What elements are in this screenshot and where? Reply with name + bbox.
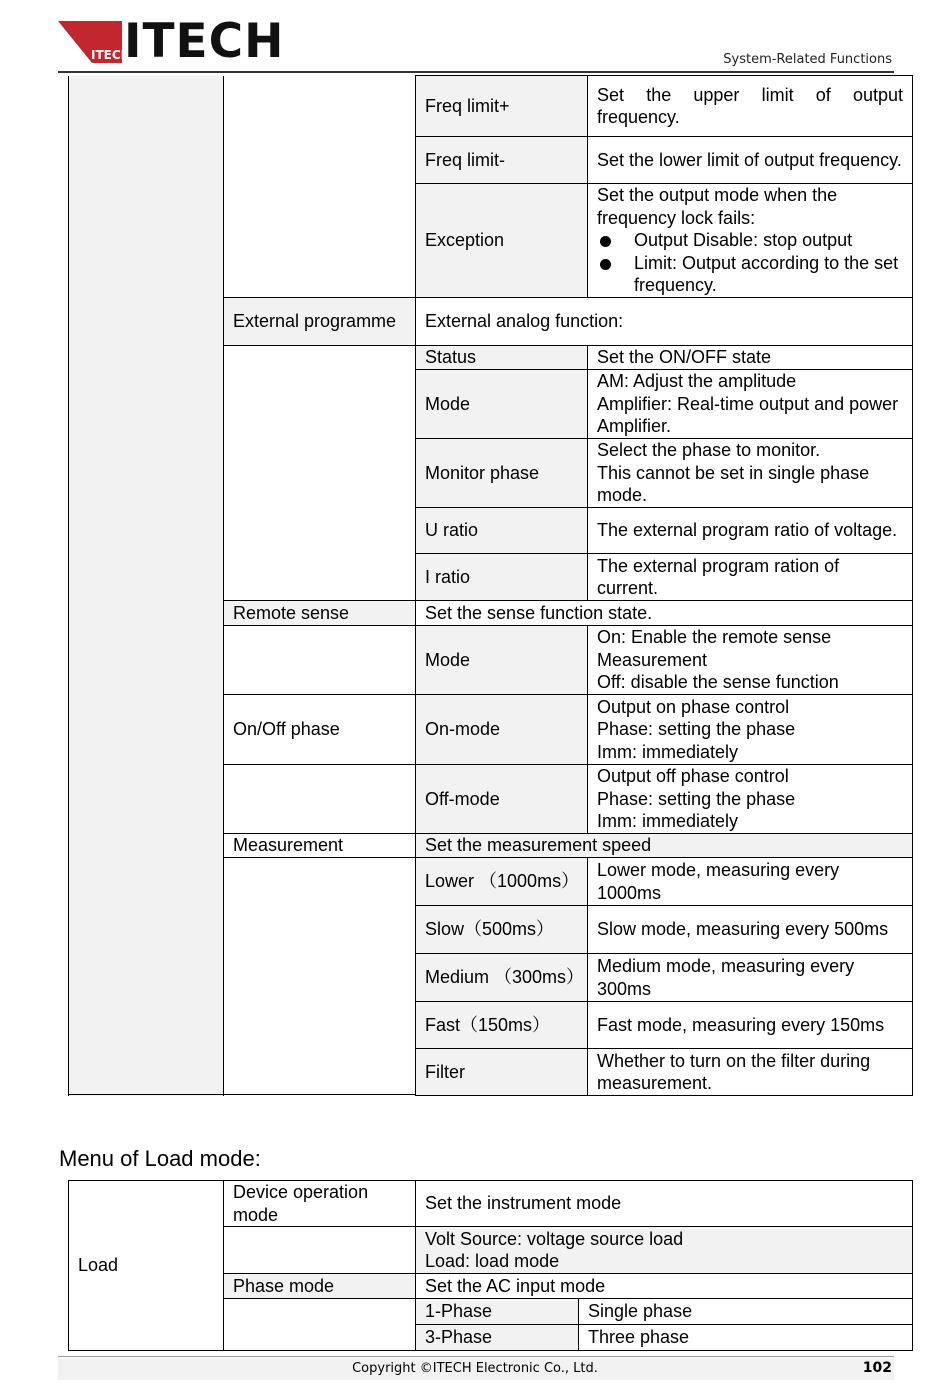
remote-sense-group-cell: [224, 626, 416, 695]
phase-mode-desc: Set the AC input mode: [416, 1274, 913, 1299]
remote-sense-label: Remote sense: [224, 601, 416, 626]
footer-divider: [58, 1356, 894, 1357]
off-mode-desc-line: Phase: setting the phase: [597, 788, 796, 809]
list-item: Output Disable: stop output: [597, 229, 903, 252]
exception-desc-cell: [588, 184, 913, 298]
freq-limit-minus-label: Freq limit-: [416, 137, 588, 184]
lower-label: Lower （1000ms）: [416, 858, 588, 906]
fast-label: Fast（150ms）: [416, 1002, 588, 1049]
external-programme-desc: External analog function:: [416, 298, 913, 346]
logo-small-text: ITECH: [91, 48, 131, 62]
load-mode-table: [68, 1180, 913, 1351]
u-ratio-label: U ratio: [416, 508, 588, 554]
three-phase-label: 3-Phase: [416, 1325, 579, 1351]
device-operation-mode-label: Device operation mode: [224, 1181, 416, 1227]
measurement-desc: Set the measurement speed: [416, 834, 913, 858]
logo-wordmark: ITECH: [124, 14, 285, 69]
off-mode-desc-line: Output off phase control: [597, 766, 789, 787]
itech-logo: [58, 14, 285, 69]
on-mode-desc-cell: [588, 695, 913, 765]
off-mode-desc-line: Imm: immediately: [597, 811, 739, 832]
category-column-cell: [69, 76, 224, 1096]
freq-limit-plus-label: Freq limit+: [416, 76, 588, 137]
fast-desc: Fast mode, measuring every 150ms: [588, 1002, 913, 1049]
itech-logo-mark-icon: [58, 21, 131, 63]
external-mode-desc-line: AM: Adjust the amplitude: [597, 371, 797, 392]
status-label: Status: [416, 346, 588, 370]
monitor-phase-desc-cell: [588, 439, 913, 508]
external-mode-label: Mode: [416, 370, 588, 439]
remote-sense-mode-desc-cell: [588, 626, 913, 695]
external-mode-desc-cell: [588, 370, 913, 439]
remote-sense-mode-desc-line: Off: disable the sense function: [597, 672, 839, 693]
phase-mode-group-cell: [224, 1299, 416, 1351]
one-phase-label: 1-Phase: [416, 1299, 579, 1325]
off-mode-label: Off-mode: [416, 765, 588, 834]
page-number: 102: [862, 1360, 892, 1376]
off-mode-desc-cell: [588, 765, 913, 834]
external-group-cell: [224, 346, 416, 601]
status-desc: Set the ON/OFF state: [588, 346, 913, 370]
load-mode-heading: Menu of Load mode:: [59, 1146, 261, 1171]
copyright-text: Copyright ©ITECH Electronic Co., Ltd.: [352, 1361, 598, 1376]
device-operation-option: Load: load mode: [425, 1251, 560, 1271]
table-bottom-rule: [68, 1094, 415, 1095]
freq-group-cell: [224, 76, 416, 298]
filter-desc: Whether to turn on the filter during measurement.: [588, 1049, 913, 1096]
medium-label: Medium （300ms）: [416, 954, 588, 1002]
system-functions-table: [68, 75, 913, 1096]
freq-limit-plus-desc: Set the upper limit of output frequency.: [588, 76, 913, 137]
u-ratio-desc: The external program ratio of voltage.: [588, 508, 913, 554]
on-off-phase-label: On/Off phase: [224, 695, 416, 765]
remote-sense-mode-label: Mode: [416, 626, 588, 695]
exception-desc: Set the output mode when the frequency lock fails:: [597, 185, 838, 228]
header-divider: [58, 71, 894, 73]
monitor-phase-label: Monitor phase: [416, 439, 588, 508]
three-phase-desc: Three phase: [579, 1325, 913, 1351]
remote-sense-desc: Set the sense function state.: [416, 601, 913, 626]
i-ratio-label: I ratio: [416, 554, 588, 601]
external-programme-label: External programme: [224, 298, 416, 346]
on-off-phase-group-cell: [224, 765, 416, 834]
external-mode-desc-line: Amplifier: Real-time output and power Amplifier.: [597, 393, 899, 437]
measurement-group-cell: [224, 858, 416, 1096]
exception-label: Exception: [416, 184, 588, 298]
monitor-phase-desc-line: Select the phase to monitor.: [597, 440, 821, 461]
lower-desc: Lower mode, measuring every 1000ms: [588, 858, 913, 906]
section-title: System-Related Functions: [723, 52, 892, 67]
on-mode-desc-line: Output on phase control: [597, 696, 790, 717]
monitor-phase-desc-line: This cannot be set in single phase mode.: [597, 462, 870, 506]
one-phase-desc: Single phase: [579, 1299, 913, 1325]
filter-label: Filter: [416, 1049, 588, 1096]
medium-desc: Medium mode, measuring every 300ms: [588, 954, 913, 1002]
remote-sense-mode-desc-line: On: Enable the remote sense Measurement: [597, 627, 832, 670]
on-mode-desc-line: Phase: setting the phase: [597, 719, 796, 740]
slow-label: Slow（500ms）: [416, 906, 588, 954]
measurement-label: Measurement: [224, 834, 416, 858]
on-mode-label: On-mode: [416, 695, 588, 765]
table-row: [69, 1181, 913, 1227]
freq-limit-minus-desc: Set the lower limit of output frequency.: [588, 137, 913, 184]
load-label: Load: [69, 1181, 224, 1351]
list-item: Limit: Output according to the set frequency.: [597, 252, 903, 297]
table-row: [69, 76, 913, 137]
on-mode-desc-line: Imm: immediately: [597, 741, 739, 762]
device-operation-group-cell: [224, 1227, 416, 1274]
phase-mode-label: Phase mode: [224, 1274, 416, 1299]
device-operation-options-cell: [416, 1227, 913, 1274]
slow-desc: Slow mode, measuring every 500ms: [588, 906, 913, 954]
i-ratio-desc: The external program ration of current.: [588, 554, 913, 601]
device-operation-option: Volt Source: voltage source load: [425, 1228, 684, 1249]
device-operation-mode-desc: Set the instrument mode: [416, 1181, 913, 1227]
exception-options-list: [597, 229, 903, 297]
